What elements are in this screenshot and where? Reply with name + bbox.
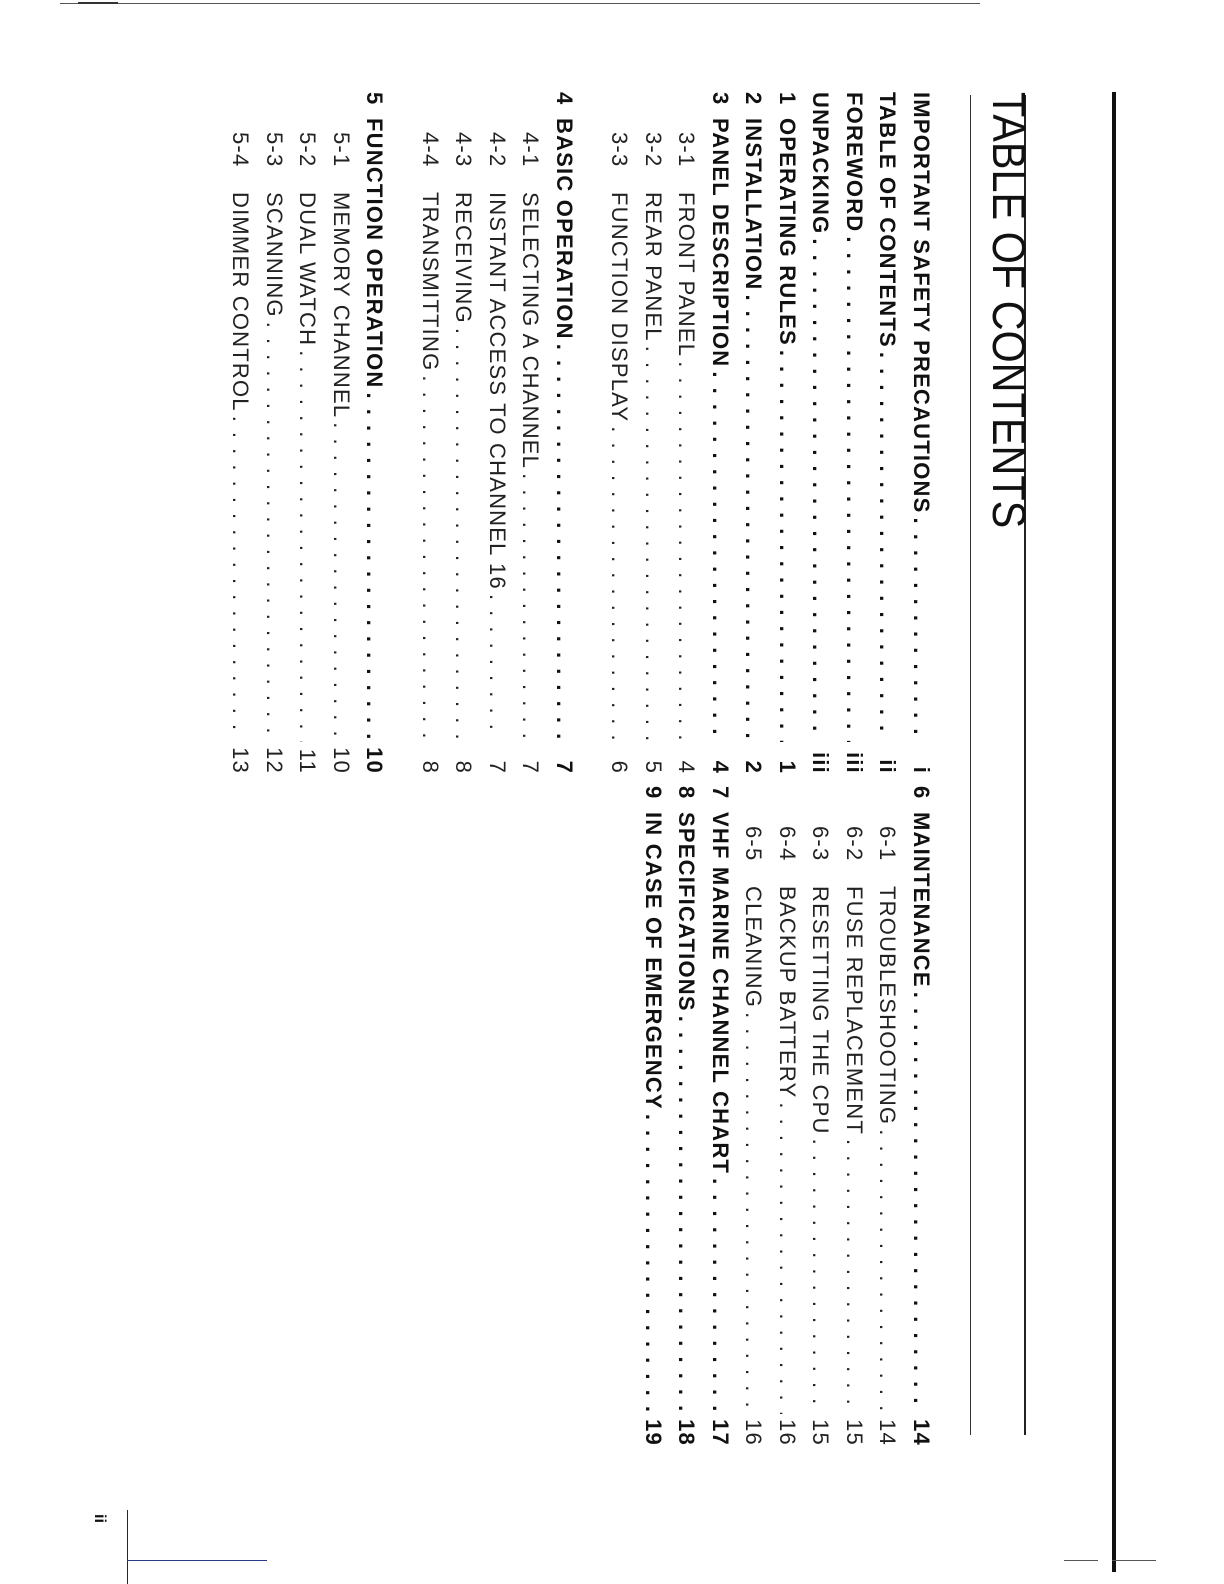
toc-label: SPECIFICATIONS <box>674 812 700 1012</box>
toc-entry[interactable] <box>800 92 834 774</box>
toc-number: 7 <box>708 786 733 800</box>
toc-page: i <box>909 766 934 774</box>
toc-label: TROUBLESHOOTING <box>875 886 901 1126</box>
toc-label: FRONT PANEL <box>674 192 700 358</box>
section-gap <box>388 92 410 774</box>
toc-page: 13 <box>228 747 254 774</box>
toc-page: iii <box>808 752 834 774</box>
leader-dots <box>741 294 767 742</box>
toc-page: 8 <box>418 760 443 774</box>
leader-dots <box>774 350 800 742</box>
toc-page: 5 <box>641 760 666 774</box>
toc-label: BACKUP BATTERY <box>775 886 800 1099</box>
toc-number: 6-4 <box>775 826 800 862</box>
toc-entry[interactable] <box>544 92 578 774</box>
toc-number: 5-3 <box>262 132 287 168</box>
toc-label: SELECTING A CHANNEL <box>518 192 544 470</box>
leader-dots <box>328 422 354 742</box>
toc-page: 18 <box>674 1419 700 1446</box>
leader-dots <box>808 1139 834 1414</box>
toc-entry[interactable] <box>477 92 511 774</box>
toc-page: 17 <box>708 1419 733 1446</box>
toc-number: 2 <box>741 92 767 106</box>
leader-dots <box>741 1012 767 1414</box>
leader-dots <box>362 393 388 742</box>
toc-entry[interactable] <box>901 786 935 1446</box>
toc-label: MAINTENANCE <box>909 812 934 988</box>
toc-page: 7 <box>518 760 544 774</box>
toc-entry[interactable] <box>834 786 868 1446</box>
toc-page: 16 <box>775 1419 800 1446</box>
leader-dots <box>808 238 834 742</box>
leader-dots <box>607 426 633 742</box>
leader-dots <box>640 1114 666 1414</box>
leader-dots <box>908 992 934 1414</box>
toc-page: ii <box>875 759 901 774</box>
toc-label: SCANNING <box>262 192 287 318</box>
toc-entry[interactable] <box>867 786 901 1446</box>
toc-label: PANEL DESCRIPTION <box>708 118 733 368</box>
leader-dots <box>674 1016 700 1414</box>
toc-entry[interactable] <box>633 786 667 1446</box>
toc-entry[interactable] <box>901 92 935 774</box>
leader-dots <box>841 236 867 742</box>
toc-label: FUNCTION DISPLAY <box>607 192 633 423</box>
toc-page: 8 <box>451 760 477 774</box>
toc-page: 10 <box>362 747 388 774</box>
toc-label: TRANSMITTING <box>418 192 443 372</box>
toc-label: INSTALLATION <box>741 118 767 291</box>
leader-dots <box>841 1139 867 1414</box>
toc-number: 9 <box>641 786 666 800</box>
toc-entry[interactable] <box>287 92 321 774</box>
toc-number: 5-2 <box>295 132 321 168</box>
toc-entry[interactable] <box>443 92 477 774</box>
toc-entry[interactable] <box>410 92 444 774</box>
toc-label: MEMORY CHANNEL <box>329 192 354 419</box>
leader-dots <box>707 1178 733 1414</box>
toc-number: 6-1 <box>875 826 901 862</box>
toc-entry[interactable] <box>700 786 734 1446</box>
toc-label: FOREWORD <box>842 92 867 233</box>
toc-number: 6 <box>909 786 934 800</box>
toc-label: INSTANT ACCESS TO CHANNEL 16 <box>485 192 510 590</box>
toc-entry[interactable] <box>666 786 700 1446</box>
toc-page: 14 <box>875 1419 901 1446</box>
toc-number: 5 <box>362 92 388 106</box>
toc-page: iii <box>842 752 867 774</box>
toc-label: TABLE OF CONTENTS <box>875 92 901 348</box>
toc-number: 3-3 <box>607 132 633 168</box>
leader-dots <box>640 346 666 742</box>
toc-number: 8 <box>674 786 700 800</box>
toc-number: 1 <box>775 92 800 106</box>
toc-number: 5-4 <box>228 132 254 168</box>
toc-right-column <box>633 786 935 1446</box>
leader-dots <box>417 375 443 742</box>
toc-entry[interactable] <box>633 92 667 774</box>
toc-number: 4 <box>552 92 577 106</box>
toc-label: BASIC OPERATION <box>552 118 577 340</box>
toc-page: 19 <box>641 1419 666 1446</box>
toc-label: FUNCTION OPERATION <box>362 118 388 389</box>
toc-label: OPERATING RULES <box>775 118 800 346</box>
toc-entry[interactable] <box>834 92 868 774</box>
toc-page: 12 <box>262 747 287 774</box>
toc-entry[interactable] <box>700 92 734 774</box>
toc-label: VHF MARINE CHANNEL CHART <box>708 812 733 1175</box>
toc-number: 4-1 <box>518 132 544 168</box>
toc-page: 7 <box>485 760 510 774</box>
toc-page: 11 <box>295 748 321 774</box>
toc-number: 3-1 <box>674 132 700 168</box>
toc-number: 5-1 <box>329 132 354 168</box>
leader-dots <box>518 473 544 742</box>
toc-page: 4 <box>674 760 700 774</box>
toc-entry[interactable] <box>767 92 801 774</box>
toc-number: 4-2 <box>485 132 510 168</box>
toc-label: DUAL WATCH <box>295 192 321 347</box>
toc-page: 1 <box>775 760 800 774</box>
leader-dots <box>295 350 321 742</box>
toc-label: RESETTING THE CPU <box>808 886 834 1135</box>
toc-label: FUSE REPLACEMENT <box>842 886 867 1136</box>
page-folio: ii <box>91 1514 108 1523</box>
toc-entry[interactable] <box>733 786 767 1446</box>
toc-label: CLEANING <box>741 886 767 1009</box>
toc-entry[interactable] <box>599 92 633 774</box>
toc-entry[interactable] <box>254 92 288 774</box>
toc-left-column <box>220 92 934 774</box>
toc-label: IN CASE OF EMERGENCY <box>641 812 666 1110</box>
leader-dots <box>908 517 934 742</box>
leader-dots <box>875 1129 901 1414</box>
toc-page: 2 <box>741 760 767 774</box>
toc-label: UNPACKING <box>808 92 834 235</box>
toc-label: RECEIVING <box>451 192 477 324</box>
toc-entry[interactable] <box>767 786 801 1446</box>
toc-label: REAR PANEL <box>641 192 666 342</box>
toc-number: 3-2 <box>641 132 666 168</box>
leader-dots <box>261 322 287 742</box>
leader-dots <box>707 371 733 742</box>
leader-dots <box>551 344 577 742</box>
toc-number: 6-3 <box>808 826 834 862</box>
toc-number: 3 <box>708 92 733 106</box>
section-gap <box>577 92 599 774</box>
toc-entry[interactable] <box>666 92 700 774</box>
toc-entry[interactable] <box>510 92 544 774</box>
toc-page: 6 <box>607 760 633 774</box>
toc-page: 7 <box>552 760 577 774</box>
leader-dots <box>774 1102 800 1414</box>
toc-page: 4 <box>708 760 733 774</box>
toc-number: 4-3 <box>451 132 477 168</box>
toc-page: 15 <box>808 1419 834 1446</box>
toc-label: DIMMER CONTROL <box>228 192 254 412</box>
toc-page: 15 <box>842 1419 867 1446</box>
toc-page: 10 <box>329 747 354 774</box>
leader-dots <box>228 416 254 742</box>
toc-entry[interactable] <box>220 92 254 774</box>
leader-dots <box>451 328 477 742</box>
toc-entry[interactable] <box>354 92 388 774</box>
leader-dots <box>674 361 700 742</box>
toc-entry[interactable] <box>321 92 355 774</box>
toc-page: 16 <box>741 1419 767 1446</box>
toc-entry[interactable] <box>867 92 901 774</box>
toc-entry[interactable] <box>800 786 834 1446</box>
page-title: TABLE OF CONTENTS <box>983 92 1035 529</box>
leader-dots <box>484 594 510 742</box>
toc-number: 4-4 <box>418 132 443 168</box>
toc-number: 6-5 <box>741 826 767 862</box>
leader-dots <box>875 352 901 742</box>
toc-entry[interactable] <box>733 92 767 774</box>
toc-number: 6-2 <box>842 826 867 862</box>
toc-label: IMPORTANT SAFETY PRECAUTIONS <box>909 92 934 514</box>
toc-page: 14 <box>909 1419 934 1446</box>
